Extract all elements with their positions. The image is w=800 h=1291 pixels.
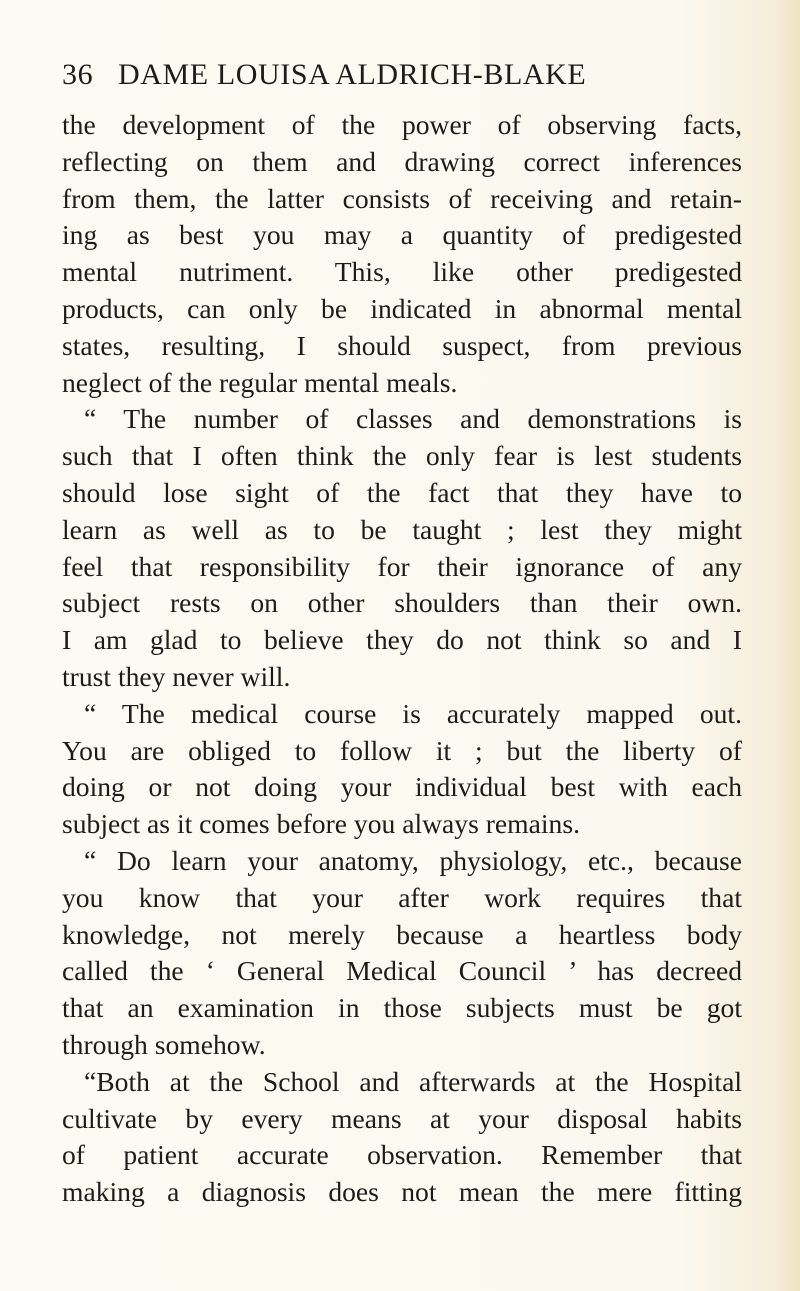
text-line: “ The medical course is accurately mapped out. [84,697,742,729]
text-line: You are obliged to follow it ; but the liberty of [62,734,742,766]
text-line: cultivate by every means at your disposal habits [62,1102,742,1134]
text-line: ing as best you may a quantity of predigested [62,219,742,251]
text-line: feel that responsibility for their ignorance of any [62,550,742,582]
text-line: reflecting on them and drawing correct inferences [62,145,742,177]
text-line: should lose sight of the fact that they have to [62,476,742,508]
text-line: subject rests on other shoulders than their own. [62,587,742,619]
running-title: DAME LOUISA ALDRICH-BLAKE [118,58,587,91]
text-line: called the ‘ General Medical Council ’ has decreed [62,955,742,987]
text-line: of patient accurate observation. Remember that [62,1139,742,1171]
text-line: “Both at the School and afterwards at the Hospital [84,1065,742,1097]
text-line: I am glad to believe they do not think so and I [62,624,742,656]
text-line: trust they never will. [62,660,291,692]
body-text [62,107,742,1211]
text-line: “ Do learn your anatomy, physiology, etc., because [84,844,742,876]
text-line: you know that your after work requires that [62,881,742,913]
text-line: the development of the power of observing facts, [62,109,742,140]
text-line: from them, the latter consists of receiving and retain- [62,182,742,214]
text-line: subject as it comes before you always remains. [62,808,580,840]
text-line: products, can only be indicated in abnormal mental [62,292,742,324]
text-line: that an examination in those subjects must be got [62,992,742,1024]
text-line: states, resulting, I should suspect, from previous [62,329,742,361]
text-line: doing or not doing your individual best with each [62,771,742,803]
text-line: knowledge, not merely because a heartless body [62,918,742,950]
text-line: mental nutriment. This, like other predigested [62,256,742,288]
text-line: such that I often think the only fear is lest students [62,440,742,472]
text-line: through somehow. [62,1028,266,1060]
text-line: “ The number of classes and demonstrations is [84,403,742,435]
text-line: making a diagnosis does not mean the mere fitting [62,1176,742,1208]
text-line: learn as well as to be taught ; lest they might [62,513,742,545]
text-line: neglect of the regular mental meals. [62,366,458,398]
page-number: 36 [62,58,94,91]
running-header [62,58,742,98]
